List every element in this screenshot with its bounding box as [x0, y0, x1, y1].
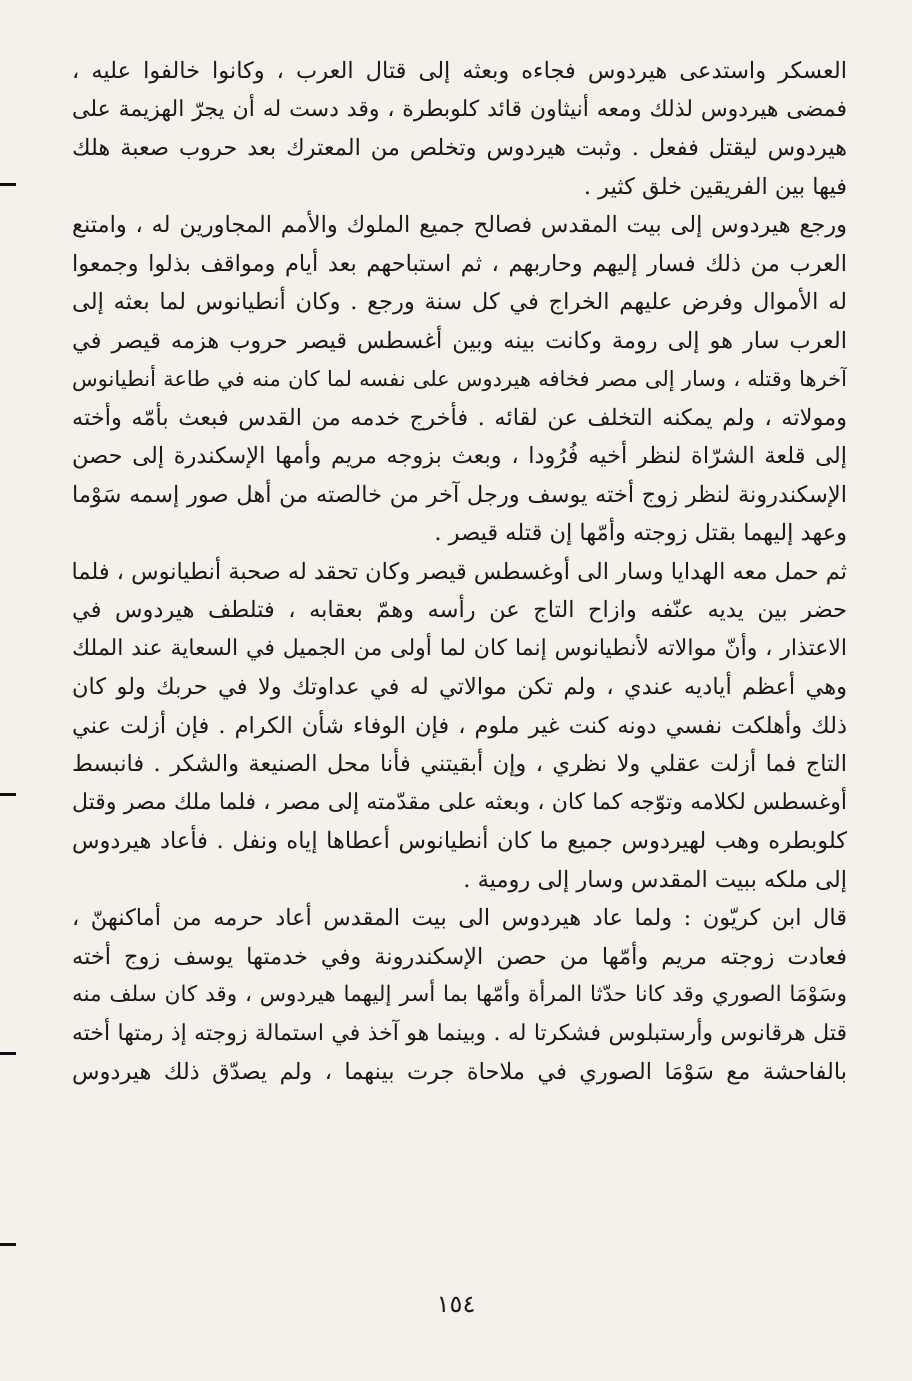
paragraph-3 — [72, 553, 847, 900]
margin-mark — [0, 1052, 16, 1055]
text-line: آخرها وقتله ، وسار إلى مصر فخافه هيردوس على نفسه لما كان منه في طاعة أنطيانوس — [72, 367, 847, 391]
paragraph-2 — [72, 206, 847, 553]
margin-mark — [0, 1243, 16, 1246]
text-line: وسَوْمَا الصوري وقد كانا حدّثا المرأة وأمّها بما أسر إليهما هيردوس ، وقد كان سلف منه — [72, 982, 847, 1007]
text-line: ذلك وأهلكت نفسي دونه كنت غير ملوم ، فإن الوفاء شأن الكرام . فإن أزلت عني — [72, 712, 847, 739]
text-line: إلى قلعة الشرّاة لنظر أخيه فُرُودا ، وبعث بزوجه مريم وأمها الإسكندرة إلى حصن — [72, 443, 847, 469]
text-line: فمضى هيردوس لذلك ومعه أنيثاون قائد كلوبطرة ، وقد دست له أن يجرّ الهزيمة على — [72, 96, 847, 122]
text-line: بالفاحشة مع سَوْمَا الصوري في ملاحاة جرت بينهما ، ولم يصدّق ذلك هيردوس — [72, 1059, 847, 1085]
text-line: هيردوس ليقتل ففعل . وثبت هيردوس وتخلص من المعترك بعد حروب صعبة هلك — [72, 135, 847, 161]
margin-mark — [0, 793, 16, 796]
text-line: ورجع هيردوس إلى بيت المقدس فصالح جميع الملوك والأمم المجاورين له ، وامتنع — [72, 212, 847, 238]
text-line: كلوبطره وهب لهيردوس جميع ما كان أنطيانوس أعطاها إياه ونفل . فأعاد هيردوس — [72, 828, 847, 854]
text-line: العسكر واستدعى هيردوس فجاءه وبعثه إلى قتال العرب ، وكانوا خالفوا عليه ، — [72, 58, 847, 84]
text-line: ومولاته ، ولم يمكنه التخلف عن لقائه . فأخرج خدمه من القدس فبعث بأمّه وأخته — [72, 404, 847, 431]
text-line: إلى ملكه ببيت المقدس وسار إلى رومية . — [463, 866, 847, 893]
text-line: قال ابن كريّون : ولما عاد هيردوس الى بيت المقدس أعاد حرمه من أماكنهنّ ، — [72, 905, 847, 931]
text-line: فيها بين الفريقين خلق كثير . — [583, 173, 847, 200]
text-line: العرب من ذلك فسار إليهم وحاربهم ، ثم استباحهم بعد أيام ومواقف بذلوا وجمعوا — [72, 250, 847, 277]
margin-mark — [0, 183, 16, 186]
text-line: العرب سار هو إلى رومة وكانت بينه وبين أغسطس قيصر حروب هزمه قيصر في — [72, 327, 847, 354]
text-line: التاج فما أزلت عقلي ولا نظري ، وإن أبقيتني فأنا محل الصنيعة والشكر . فانبسط — [72, 751, 847, 777]
text-line: له الأموال وفرض عليهم الخراج في كل سنة ورجع . وكان أنطيانوس لما بعثه إلى — [72, 289, 847, 315]
page-number: ١٥٤ — [436, 1290, 476, 1318]
text-line: الإسكندرونة لنظر زوج أخته يوسف ورجل آخر من خالصته من أهل صور إسمه سَوْما — [72, 481, 847, 508]
text-line: وهي أعظم أياديه عندي ، ولم تكن موالاتي له في عداوتك ولا في حربك ولو كان — [72, 674, 847, 700]
text-line: قتل هرقانوس وأرستبلوس فشكرتا له . وبينما هو آخذ في استمالة زوجته إذ رمتها أخته — [72, 1020, 847, 1046]
text-line: الاعتذار ، وأنّ موالاته لأنطيانوس إنما كان لما أولى من الجميل في السعاية عند الملك — [72, 635, 847, 661]
text-line: وعهد إليهما بقتل زوجته وأمّها إن قتله قيصر . — [434, 520, 847, 546]
text-line: أوغسطس لكلامه وتوّجه كما كان ، وبعثه على مقدّمته إلى مصر ، فلما ملك مصر وقتل — [72, 789, 847, 815]
text-line: حضر بين يديه عنّفه وازاح التاج عن رأسه وهمّ بعقابه ، فتلطف هيردوس في — [72, 597, 847, 623]
paragraph-1 — [72, 52, 847, 206]
text-line: ثم حمل معه الهدايا وسار الى أوغسطس قيصر وكان تحقد له صحبة أنطيانوس ، فلما — [72, 558, 847, 585]
text-line: فعادت زوجته مريم وأمّها من حصن الإسكندرونة وفي خدمتها يوسف زوج أخته — [72, 943, 847, 970]
body-text — [72, 52, 847, 1092]
paragraph-4 — [72, 899, 847, 1092]
